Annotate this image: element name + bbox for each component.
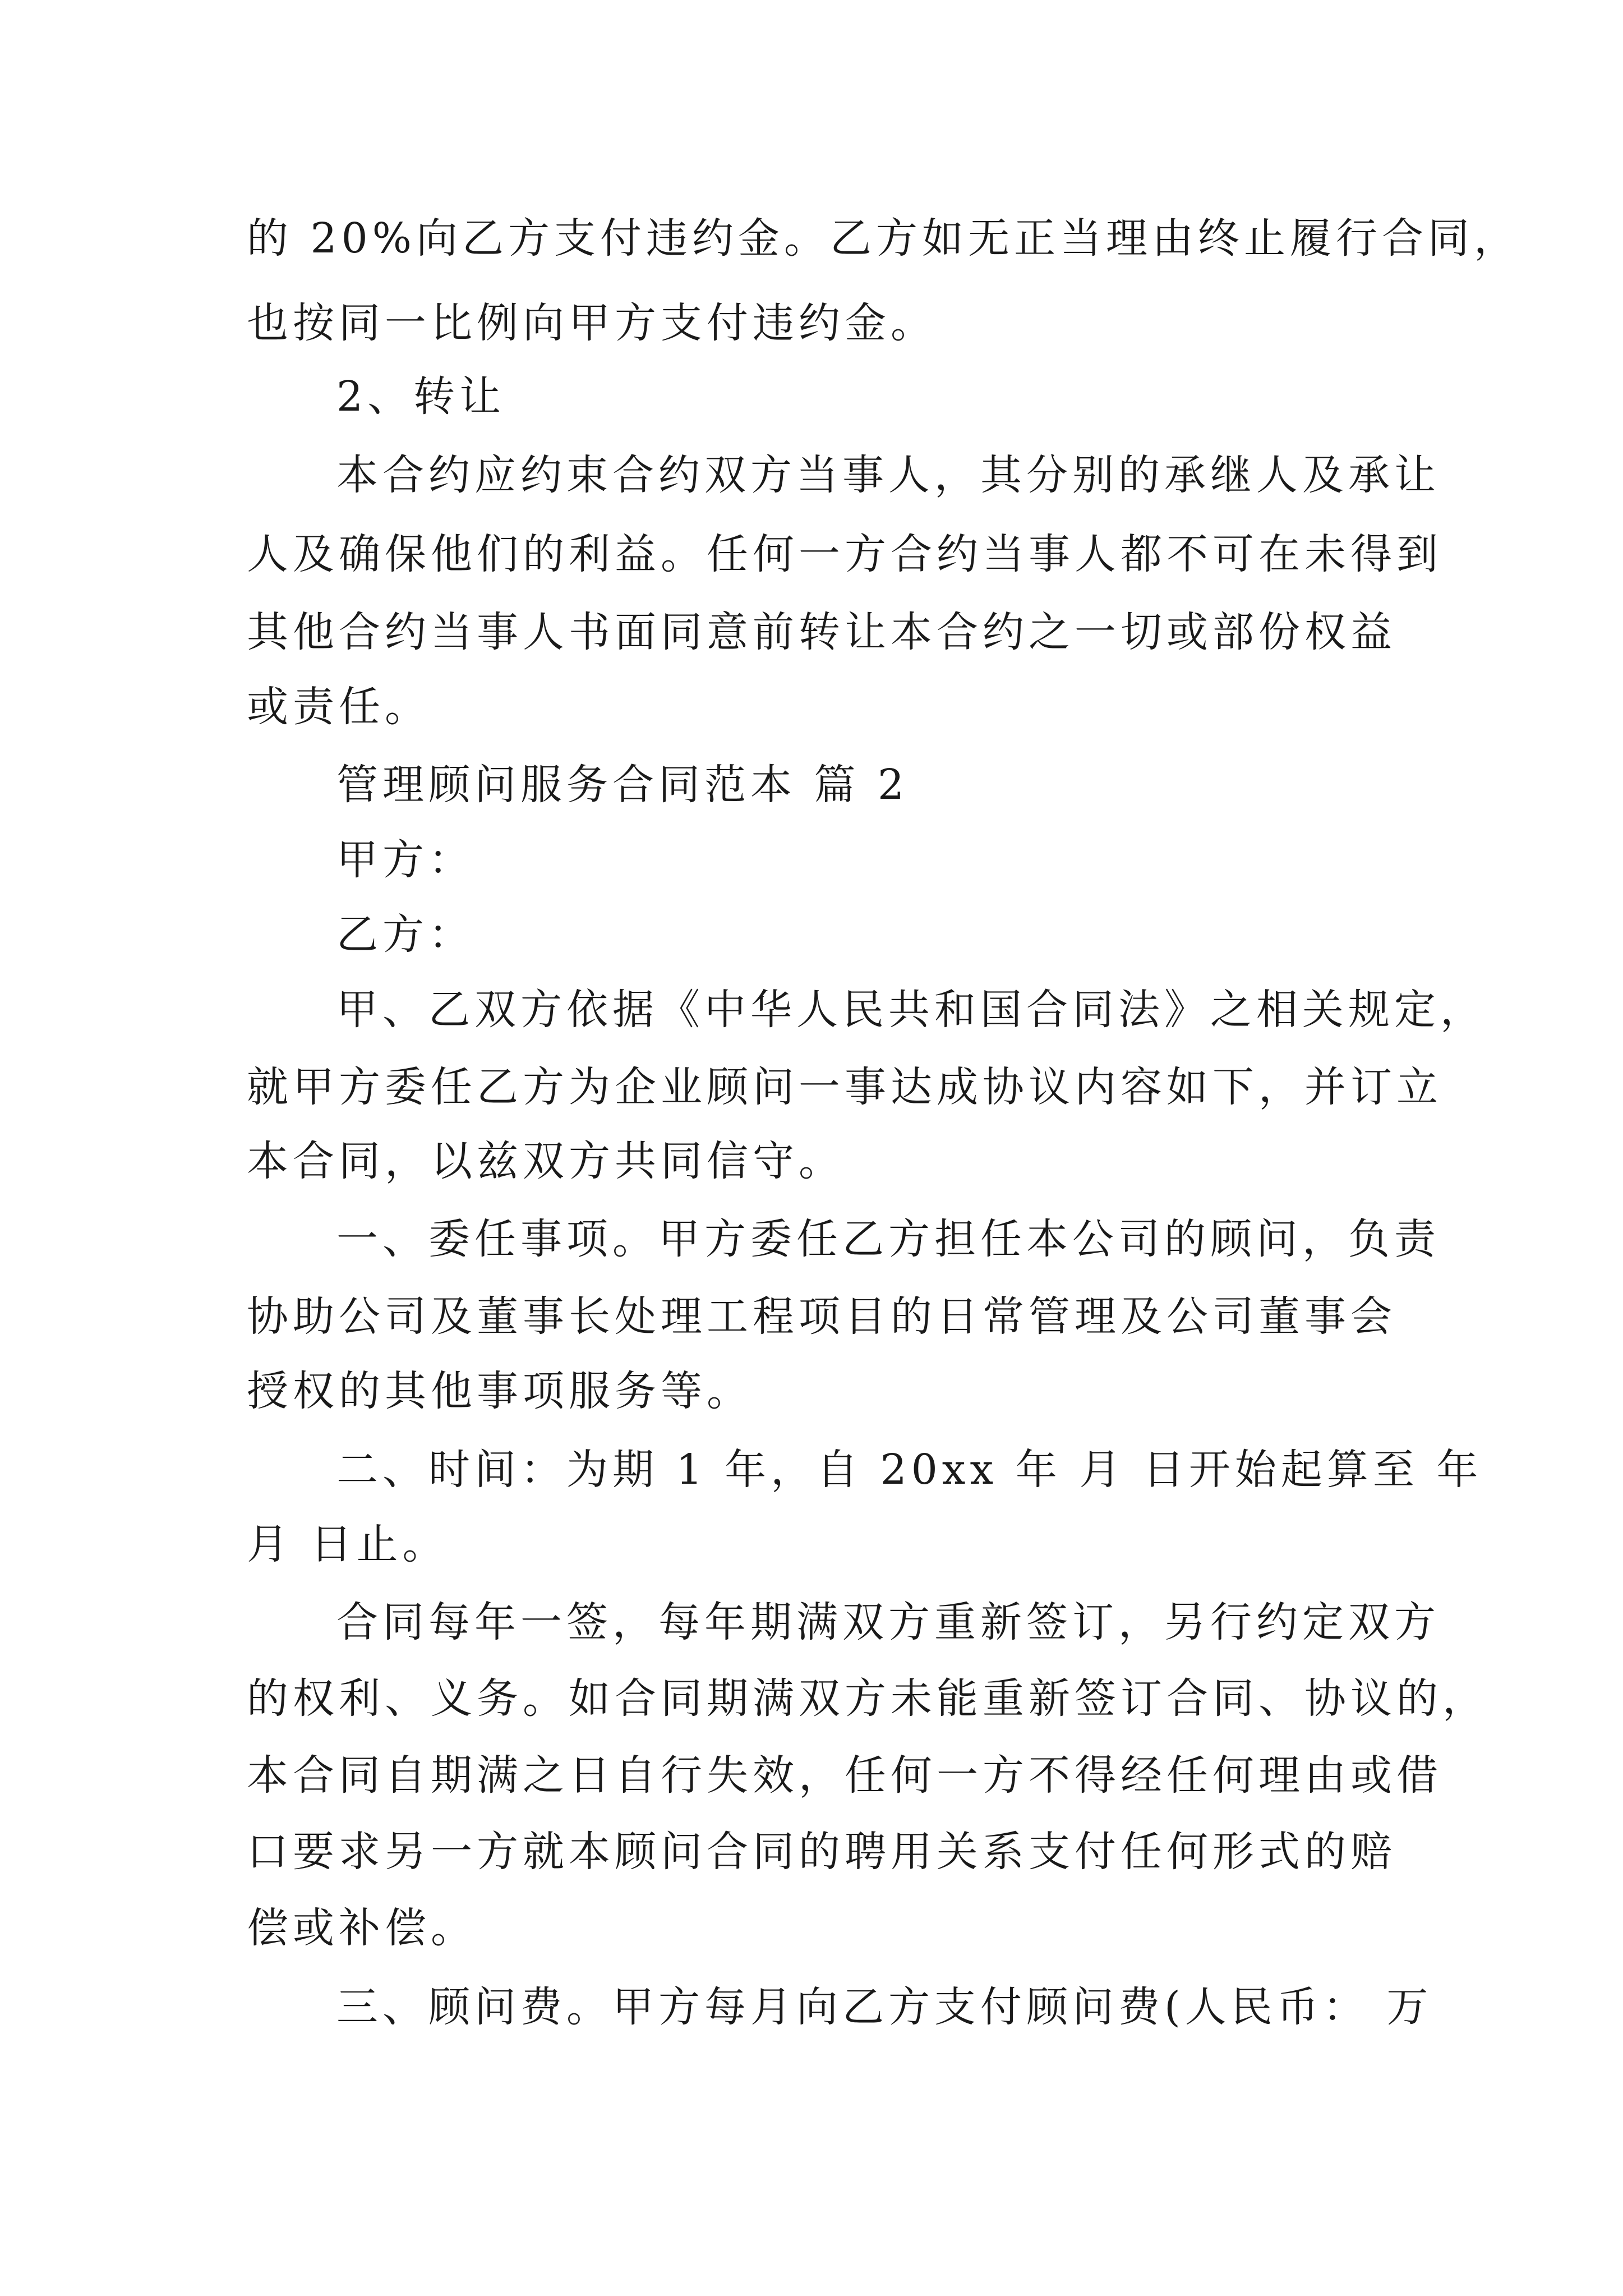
- body-text-line: 合同每年一签，每年期满双方重新签订，另行约定双方: [336, 1598, 1440, 1646]
- body-text-line: 本合同，以兹双方共同信守。: [247, 1137, 845, 1185]
- clause-line: 二、时间：为期 1 年，自 20xx 年 月 日开始起算至 年: [336, 1446, 1483, 1494]
- clause-line: 一、委任事项。甲方委任乙方担任本公司的顾问，负责: [336, 1215, 1440, 1263]
- clause-line: 三、顾问费。甲方每月向乙方支付顾问费(人民币： 万: [336, 1983, 1433, 2031]
- body-text-line: 授权的其他事项服务等。: [247, 1367, 753, 1415]
- document-title: 管理顾问服务合同范本 篇 2: [336, 761, 909, 809]
- body-text-line: 月 日止。: [247, 1520, 449, 1568]
- body-text-line: 的 20%向乙方支付违约金。乙方如无正当理由终止履行合同，: [247, 214, 1520, 263]
- body-text-line: 甲、乙双方依据《中华人民共和国合同法》之相关规定，: [336, 986, 1486, 1034]
- body-text-line: 就甲方委任乙方为企业顾问一事达成协议内容如下，并订立: [247, 1063, 1442, 1111]
- body-text-line: 本合约应约束合约双方当事人，其分别的承继人及承让: [336, 451, 1440, 499]
- body-text-line: 协助公司及董事长处理工程项目的日常管理及公司董事会: [247, 1292, 1396, 1341]
- body-text-line: 也按同一比例向甲方支付违约金。: [247, 299, 937, 347]
- body-text-line: 本合同自期满之日自行失效，任何一方不得经任何理由或借: [247, 1751, 1442, 1800]
- body-text-line: 偿或补偿。: [247, 1904, 477, 1952]
- party-a-label: 甲方：: [336, 836, 474, 884]
- body-text-line: 口要求另一方就本顾问合同的聘用关系支付任何形式的赔: [247, 1828, 1396, 1876]
- body-text-line: 的权利、义务。如合同期满双方未能重新签订合同、协议的，: [247, 1674, 1488, 1723]
- body-text-line: 其他合约当事人书面同意前转让本合约之一切或部份权益: [247, 608, 1396, 656]
- body-text-line: 或责任。: [247, 683, 431, 731]
- section-heading: 2、转让: [336, 372, 506, 421]
- body-text-line: 人及确保他们的利益。任何一方合约当事人都不可在未得到: [247, 530, 1442, 578]
- party-b-label: 乙方：: [336, 910, 474, 959]
